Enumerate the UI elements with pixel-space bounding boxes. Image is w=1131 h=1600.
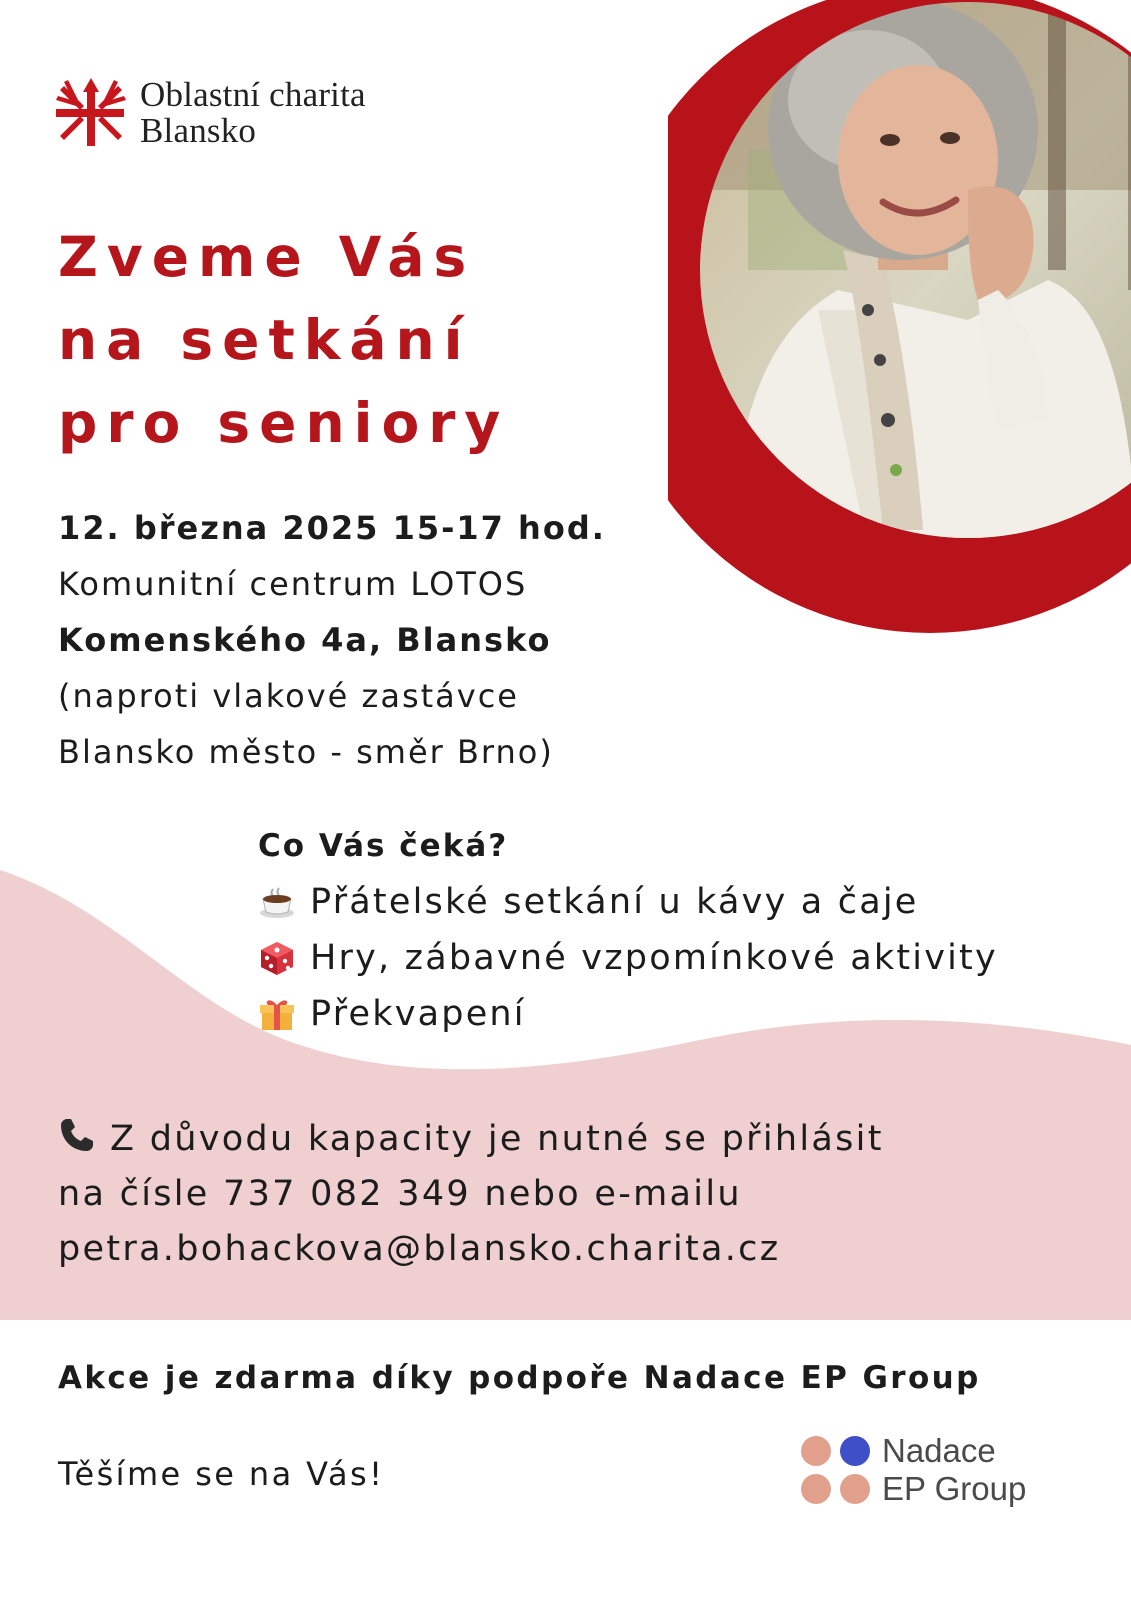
- ep-logo-text: [882, 1432, 1026, 1508]
- contact-line1-wrap: [58, 1112, 1098, 1167]
- ep-group-dots-icon: [800, 1432, 872, 1508]
- charity-cross-icon: [54, 76, 128, 150]
- charity-logo: [54, 76, 366, 150]
- senior-woman-photo: [668, 0, 1131, 690]
- awaits-item-text: Hry, zábavné vzpomínkové aktivity: [310, 938, 998, 978]
- headline-line3: pro seniory: [58, 391, 510, 455]
- phone-icon: [58, 1116, 96, 1154]
- awaits-item-coffee: [258, 874, 1118, 930]
- event-datetime: 12. března 2025 15-17 hod.: [58, 509, 606, 547]
- headline-line2: na setkání: [58, 308, 472, 372]
- contact-email: petra.bohackova@blansko.charita.cz: [58, 1229, 781, 1269]
- ep-logo-line1: Nadace: [882, 1432, 996, 1469]
- charity-name-line2: Blansko: [140, 111, 257, 150]
- contact-line2: na čísle 737 082 349 nebo e-mailu: [58, 1174, 742, 1214]
- contact-info: [58, 1112, 1098, 1277]
- nadace-ep-group-logo: [800, 1432, 1026, 1508]
- charity-name: [140, 77, 366, 149]
- closing-greeting: Těšíme se na Vás!: [58, 1455, 385, 1493]
- event-directions-line1: (naproti vlakové zastávce: [58, 677, 519, 715]
- headline: [58, 216, 618, 465]
- charity-name-line1: Oblastní charita: [140, 75, 366, 114]
- gift-icon: [258, 995, 296, 1033]
- event-directions-line2: Blansko město - směr Brno): [58, 733, 554, 771]
- awaits-section: [258, 818, 1118, 1042]
- sponsor-statement: Akce je zdarma díky podpoře Nadace EP Group: [58, 1360, 981, 1396]
- headline-line1: Zveme Vás: [58, 225, 476, 289]
- contact-line1: Z důvodu kapacity je nutné se přihlásit: [110, 1119, 884, 1159]
- event-address: Komenského 4a, Blansko: [58, 621, 552, 659]
- ep-logo-line2: EP Group: [882, 1470, 1027, 1507]
- dice-icon: [258, 939, 296, 977]
- event-venue: Komunitní centrum LOTOS: [58, 565, 528, 603]
- awaits-item-surprise: [258, 986, 1118, 1042]
- awaits-item-text: Přátelské setkání u kávy a čaje: [310, 882, 919, 922]
- awaits-item-text: Překvapení: [310, 994, 526, 1034]
- event-info: [58, 500, 678, 780]
- awaits-item-games: [258, 930, 1118, 986]
- awaits-title: Co Vás čeká?: [258, 828, 509, 864]
- coffee-cup-icon: [258, 883, 296, 921]
